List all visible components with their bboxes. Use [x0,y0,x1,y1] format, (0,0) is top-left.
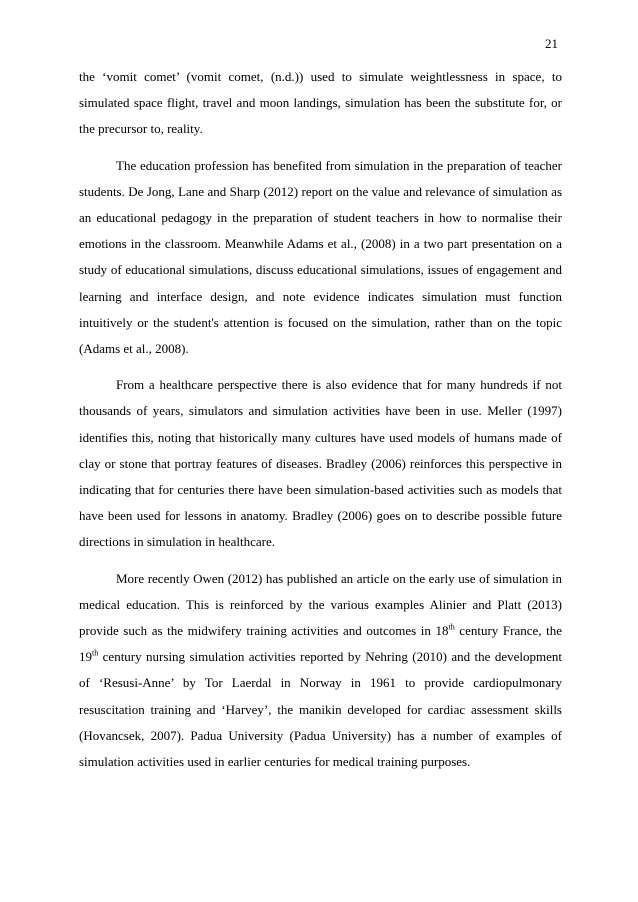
paragraph-vomit-comet: the ‘vomit comet’ (vomit comet, (n.d.)) used to simulate weightlessness in space, to simulated space flight, travel and moon landings, simulation has been the substitute for, or the precursor to, reality. [79,69,562,137]
page-number: 21 [545,36,558,51]
paragraph-medical-education-history [79,566,562,776]
paragraph-text-part-2: century France, the 19 [79,623,562,665]
paragraph-education-profession: The education profession has benefited from simulation in the preparation of teacher students. De Jong, Lane and Sharp (2012) report on the value and relevance of simulation as an educational pedagogy in the preparation of student teachers in how to normalise their emotions in the classroom. Meanwhile Adams et al., (2008) in a two part presentation on a study of educational simulations, discuss educational simulations, issues of engagement and learning and interface design, and note evidence indicates simulation must function intuitively or the student's attention is focused on the simulation, rather than on the topic (Adams et al., 2008). [79,157,562,357]
ordinal-superscript-18th: th [448,622,455,632]
paragraph-healthcare-perspective: From a healthcare perspective there is also evidence that for many hundreds if not thousands of years, simulators and simulation activities have been in use. Meller (1997) identifies this, noting that historically many cultures have used models of humans made of clay or stone that portray features of diseases. Bradley (2006) reinforces this perspective in indicating that for centuries there have been simulation-based activities such as models that have been used for lessons in anatomy. Bradley (2006) goes on to describe possible future directions in simulation in healthcare. [79,377,562,550]
paragraph-text-part-1: More recently Owen (2012) has published an article on the early use of simulation in medical education. This is reinforced by the various examples Alinier and Platt (2013) provide such as the midwifery training activities and outcomes in 18 [79,570,562,639]
paragraph-text-part-3: century nursing simulation activities reported by Nehring (2010) and the development of ‘Resusi-Anne’ by Tor Laerdal in Norway in 1961 to provide cardiopulmonary resuscitation training and ‘Harvey’, the manikin developed for cardiac assessment skills (Hovancsek, 2007). Padua University (Padua University) has a number of examples of simulation activities used in earlier centuries for medical training purposes. [79,649,562,770]
body-text [79,64,562,785]
ordinal-superscript-19th: th [92,648,99,658]
